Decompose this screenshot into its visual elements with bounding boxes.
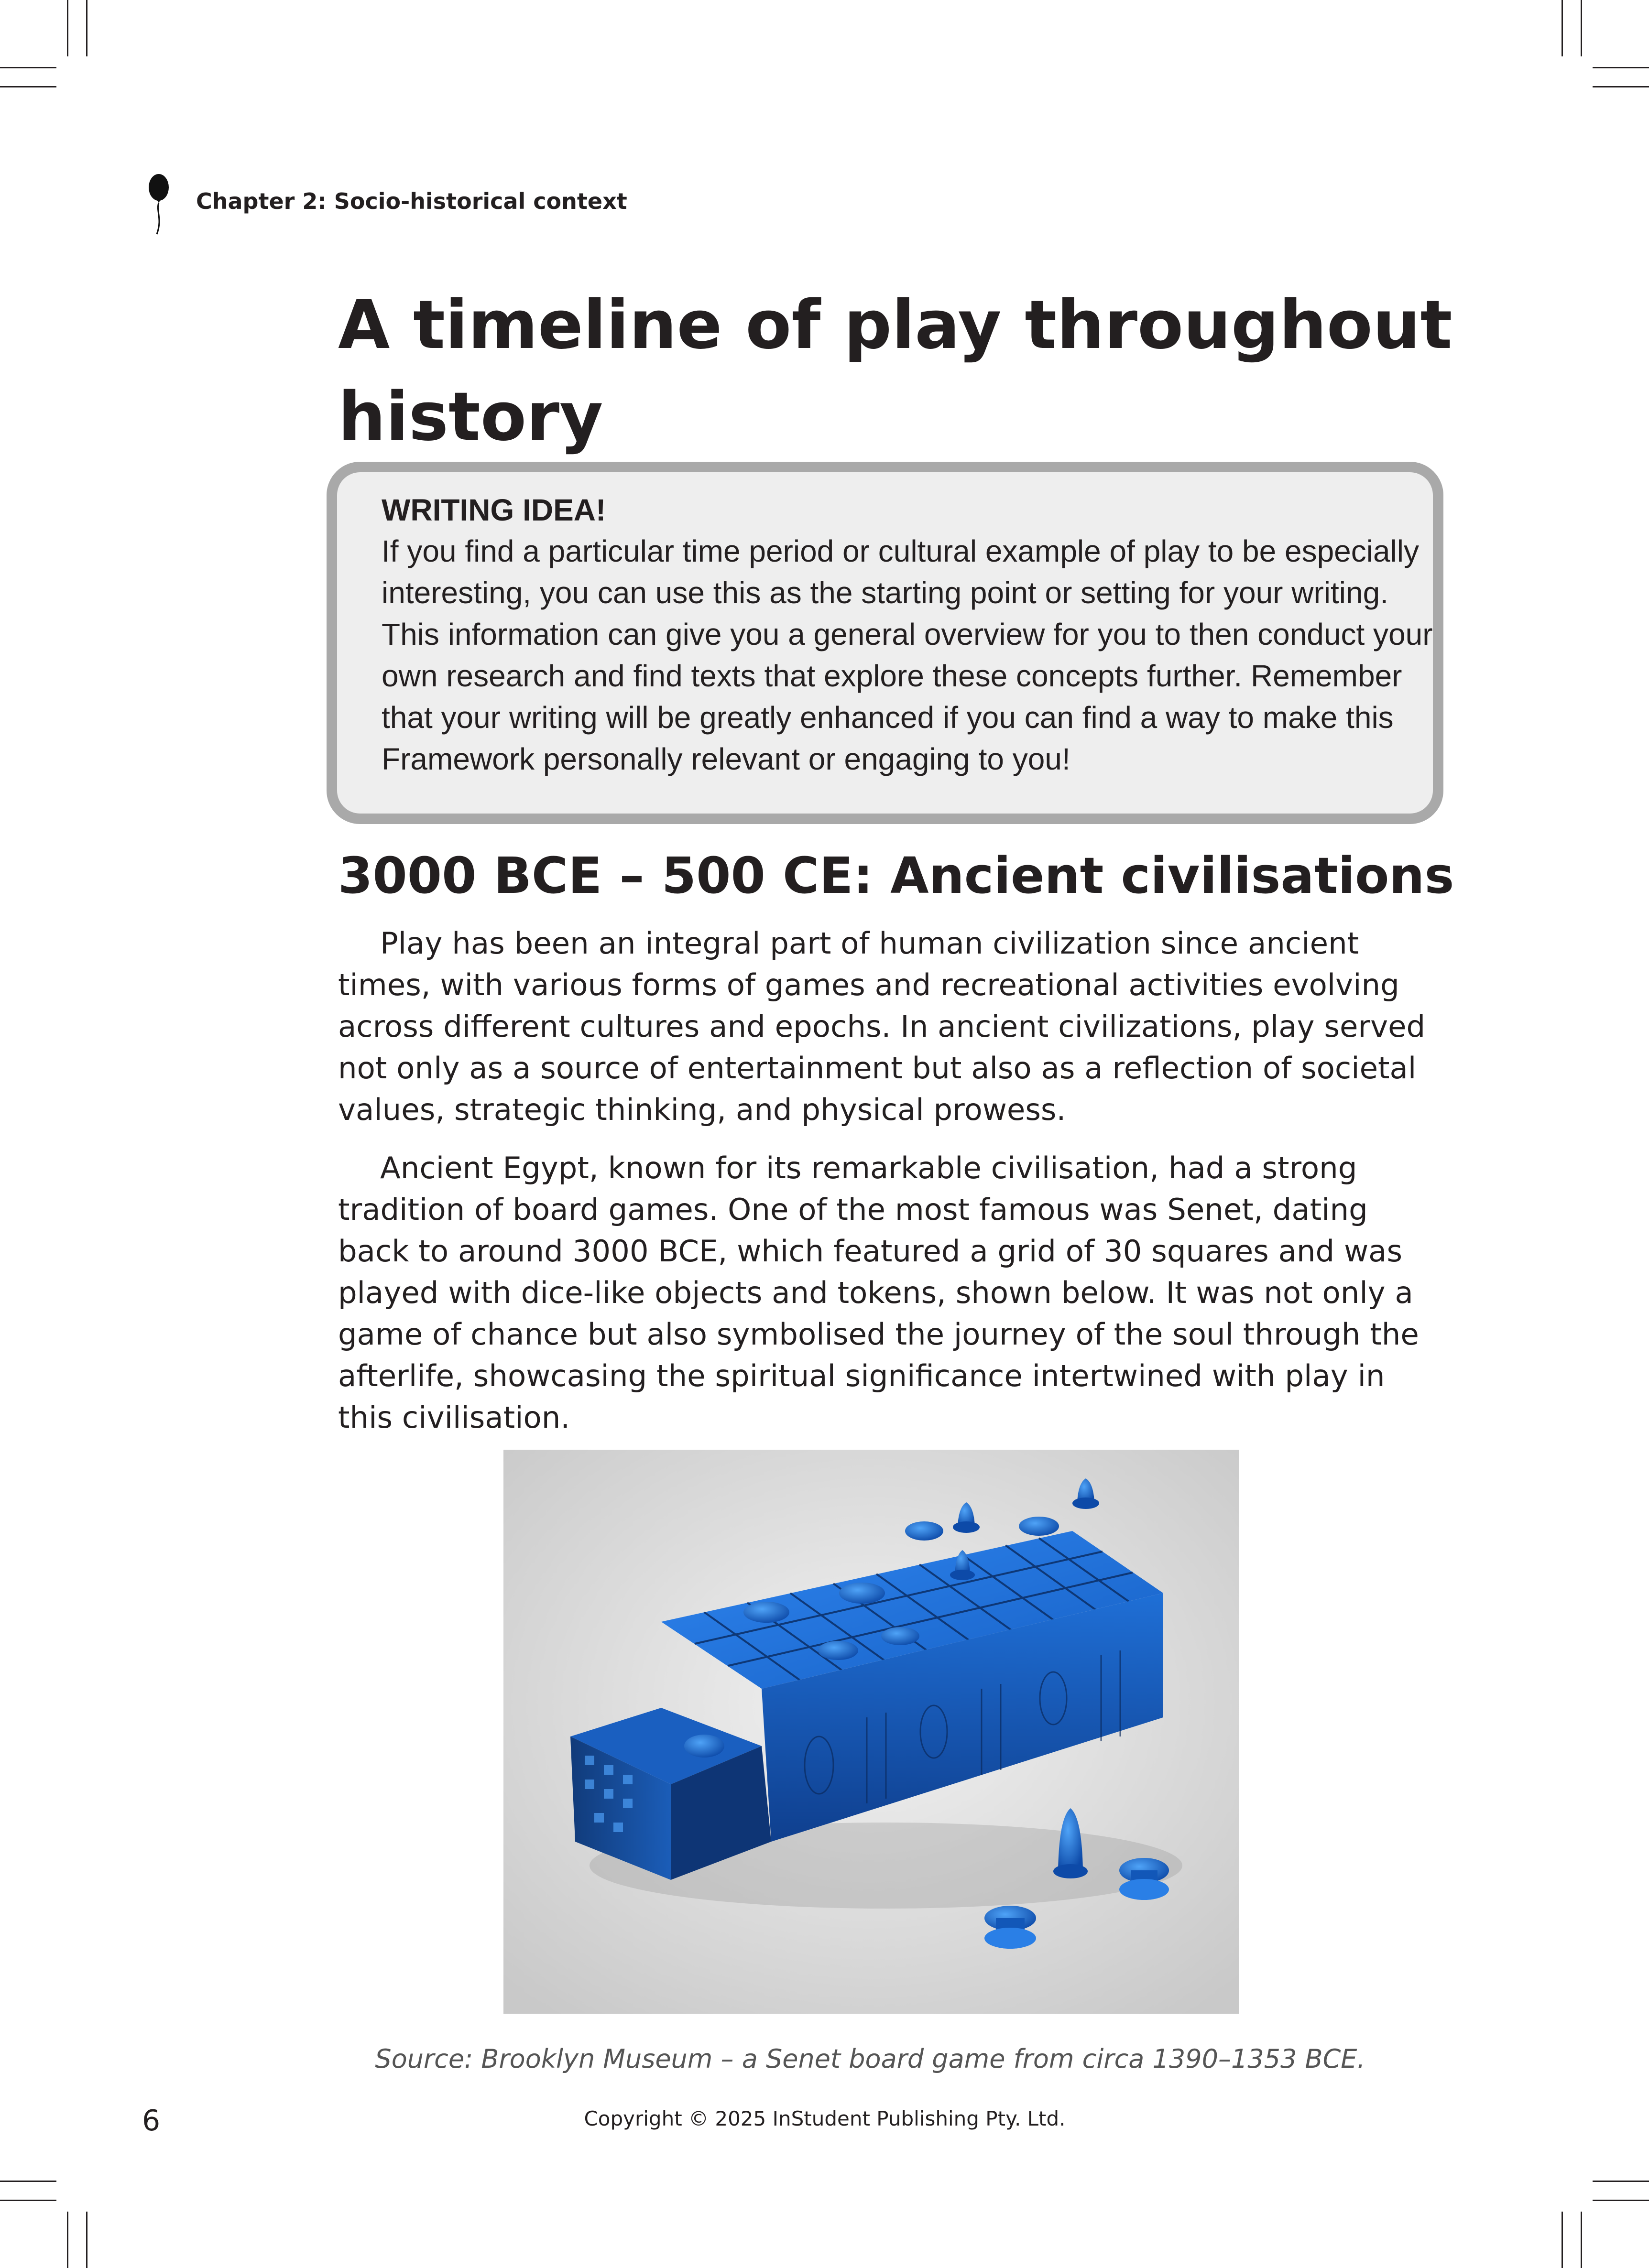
- body-paragraph: Play has been an integral part of human civilization since ancient times, with various forms of games and recreational activities evolving across different cultures and epochs. In ancient civilizations, play served not only as a source of entertainment but also as a reflection of societal values, strategic thinking, and physical prowess.: [338, 926, 1426, 1127]
- balloon-icon: [143, 173, 172, 235]
- crop-mark: [1593, 2200, 1649, 2201]
- writing-idea-callout: [327, 462, 1443, 824]
- crop-mark: [0, 2181, 56, 2182]
- crop-mark: [1593, 67, 1649, 68]
- crop-mark: [0, 67, 56, 68]
- crop-mark: [1593, 86, 1649, 87]
- crop-mark: [0, 2200, 56, 2201]
- crop-mark: [1593, 2181, 1649, 2182]
- copyright-notice: Copyright © 2025 InStudent Publishing Pty. Ltd.: [584, 2107, 1066, 2130]
- body-paragraph: Ancient Egypt, known for its remarkable civilisation, had a strong tradition of board games. One of the most famous was Senet, dating back to around 3000 BCE, which featured a grid of 30 squares and was played with dice-like objects and tokens, shown below. It was not only a game of chance but also symbolised the journey of the soul through the afterlife, showcasing the spiritual significance intertwined with play in this civilisation.: [338, 1150, 1419, 1435]
- crop-mark: [67, 0, 68, 56]
- crop-mark: [1562, 2212, 1563, 2268]
- crop-mark: [1581, 0, 1582, 56]
- page-number: 6: [142, 2104, 161, 2138]
- crop-mark: [86, 2212, 87, 2268]
- crop-mark: [1562, 0, 1563, 56]
- page-title: A timeline of play throughout history: [338, 286, 1452, 456]
- crop-mark: [0, 86, 56, 87]
- callout-label: WRITING IDEA!: [382, 493, 606, 527]
- callout-text: If you find a particular time period or cultural example of play to be especially interesting, you can use this as the starting point or setting for your writing. This information can give you a general overview for you to then conduct your own research and find texts that explore these concepts further. Remember that your writing will be greatly enhanced if you can find a way to make this Framework personally relevant or engaging to you!: [382, 534, 1433, 776]
- senet-board-photo: [503, 1450, 1239, 2014]
- section-heading: 3000 BCE – 500 CE: Ancient civilisations: [338, 846, 1454, 905]
- crop-mark: [86, 0, 87, 56]
- figure-caption: Source: Brooklyn Museum – a Senet board game from circa 1390–1353 BCE.: [375, 2044, 1365, 2074]
- crop-mark: [67, 2212, 68, 2268]
- chapter-heading: Chapter 2: Socio-historical context: [196, 188, 627, 214]
- crop-mark: [1581, 2212, 1582, 2268]
